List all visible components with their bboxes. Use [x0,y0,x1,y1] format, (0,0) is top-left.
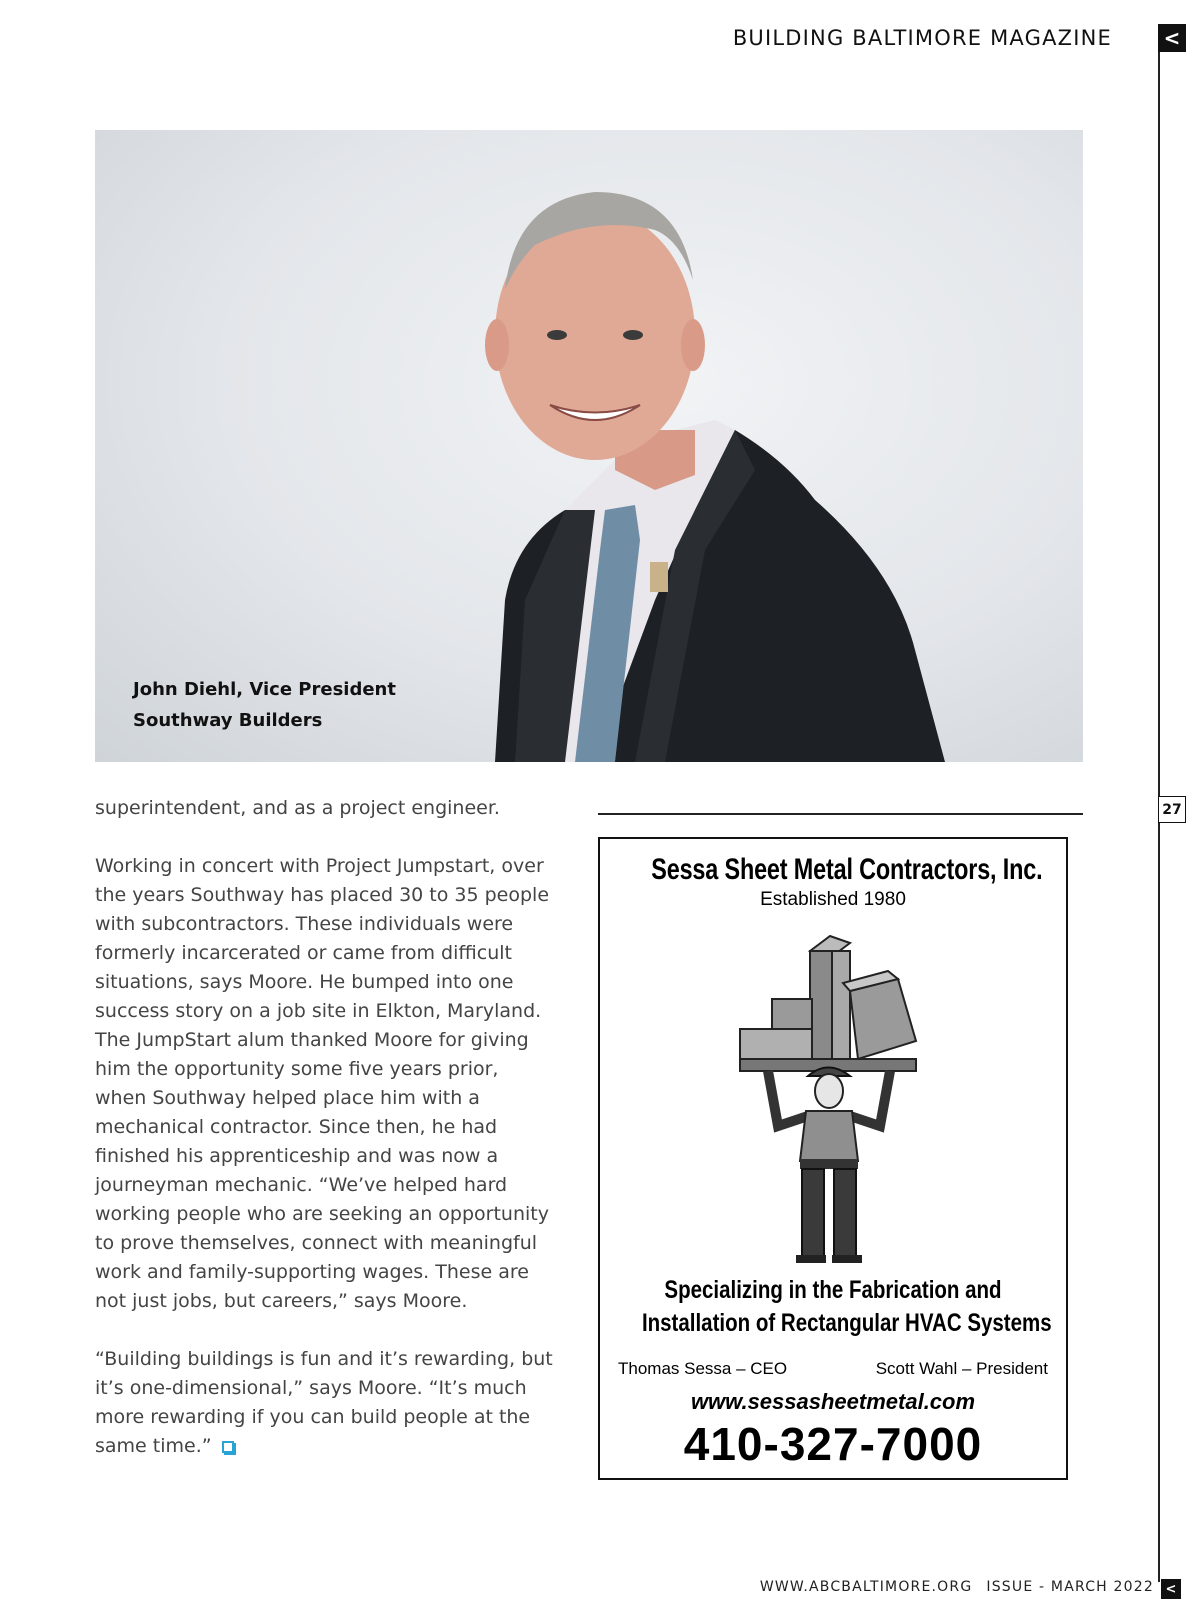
ad-person-ceo: Thomas Sessa – CEO [618,1359,788,1378]
ad-phone-number[interactable]: 410-327-7000 [683,1418,983,1470]
page-number: 27 [1158,796,1186,823]
article-paragraph: Working in concert with Project Jumpstart, over the years Southway has placed 30 to 35 people with subcontractors. These individuals were formerly incarcerated or came from difficult situations, says Moore. He bumped into one success story on a job site in Elkton, Maryland. The JumpStart alum thanked Moore for giving him the opportunity some five years prior, when Southway helped place him with a mechanical contractor. Since then, he had finished his apprenticeship and was now a journeyman mechanic. “We’ve helped hard working people who are seeking an opportunity to prove themselves, connect with meaningful work and family-supporting wages. These are not just jobs, but careers,” says Moore. [95,855,550,1312]
footer-issue: ISSUE - MARCH 2022 [986,1579,1154,1595]
footer-website-link[interactable]: WWW.ABCBALTIMORE.ORG [759,1579,973,1595]
ad-established: Established 1980 [760,889,906,910]
ad-tagline-line1: Specializing in the Fabrication and [664,1276,1002,1304]
caption-company: Southway Builders [133,710,323,731]
back-button-bottom[interactable] [1161,1579,1181,1599]
ad-website-link[interactable]: www.sessasheetmetal.com [690,1389,976,1414]
article-paragraph: superintendent, and as a project engineer. [95,797,500,819]
chevron-left-icon: < [1163,26,1181,50]
chevron-left-icon: < [1165,1581,1177,1597]
ad-tagline [641,1274,1052,1340]
article-paragraph-last [95,1345,555,1461]
ad-tagline-line2: Installation of Rectangular HVAC Systems [641,1309,1052,1337]
end-of-article-icon [222,1441,234,1453]
magazine-title: BUILDING BALTIMORE MAGAZINE [732,26,1112,50]
ad-company-name: Sessa Sheet Metal Contractors, Inc. [651,853,1043,886]
portrait-illustration [95,130,1083,762]
photo-caption [133,674,396,736]
ad-person-president: Scott Wahl – President [875,1359,1048,1378]
article-paragraph-text: “Building buildings is fun and it’s rewarding, but it’s one-dimensional,” says Moore. “It’s much more rewarding if you can build people at the same time.” [95,1348,553,1457]
footer [760,1579,1154,1595]
back-button-top[interactable] [1158,24,1186,52]
caption-name: John Diehl, Vice President [133,679,396,700]
ad-divider [598,813,1083,815]
worker-lifting-ducts-icon [738,931,928,1266]
portrait-photo [95,130,1083,762]
ad-contacts [618,1359,1048,1379]
advertisement[interactable] [598,837,1068,1480]
article-body [95,794,555,1490]
